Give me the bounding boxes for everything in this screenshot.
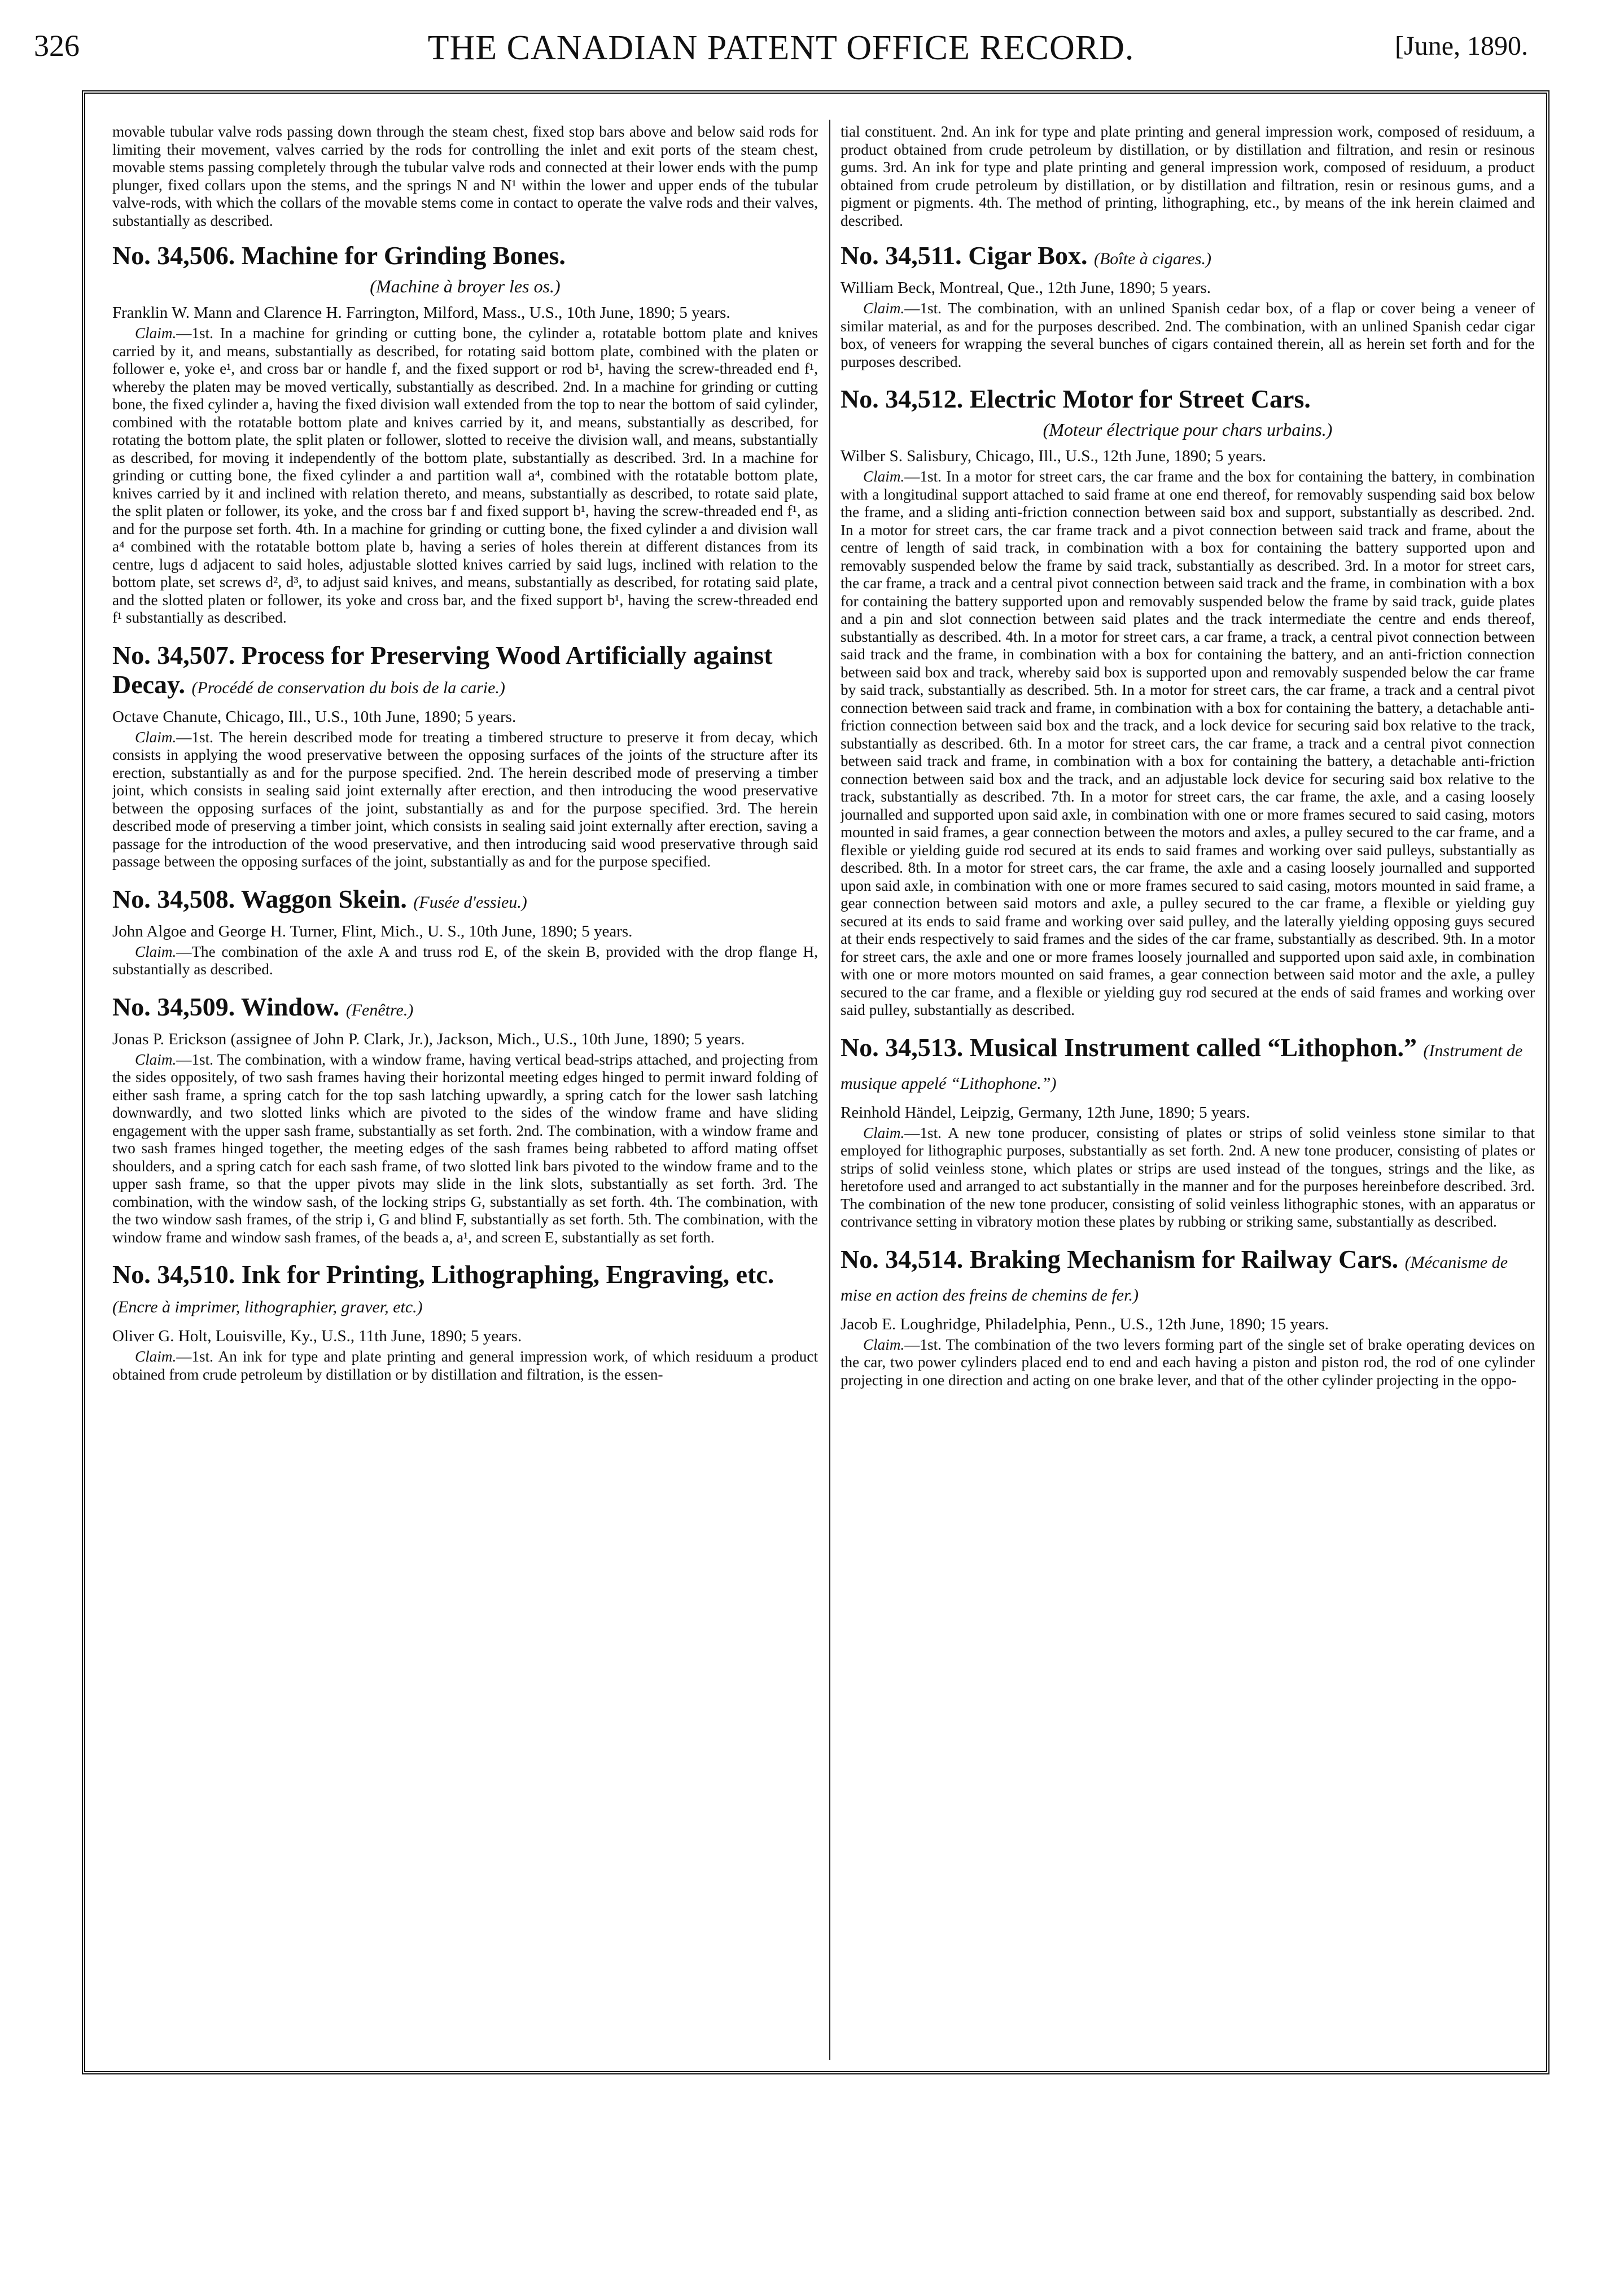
patent-number: No. 34,513. bbox=[841, 1032, 964, 1062]
claim-text bbox=[112, 1051, 818, 1247]
french-title: (Moteur électrique pour chars urbains.) bbox=[1043, 419, 1333, 440]
column-divider bbox=[829, 120, 830, 2060]
right-column bbox=[841, 123, 1535, 2058]
entry-heading bbox=[112, 885, 818, 917]
claim-label: Claim. bbox=[135, 1050, 177, 1068]
patent-number: No. 34,512. bbox=[841, 384, 964, 413]
claim-text bbox=[112, 1348, 818, 1384]
claim-text bbox=[841, 300, 1535, 371]
claim-label: Claim. bbox=[135, 728, 177, 746]
entry-heading bbox=[841, 241, 1535, 274]
patent-title: Waggon Skein. bbox=[240, 884, 407, 913]
patent-number: No. 34,508. bbox=[112, 884, 235, 913]
claim-text bbox=[841, 1124, 1535, 1231]
applicant: Wilber S. Salisbury, Chicago, Ill., U.S., 12th June, 1890; 5 years. bbox=[841, 447, 1267, 465]
left-column bbox=[112, 123, 818, 2058]
page-number: 326 bbox=[34, 29, 80, 63]
patent-entry bbox=[112, 992, 818, 1247]
patent-title: Process for Preserving Wood Artificially against Decay. bbox=[112, 640, 773, 699]
entry-heading bbox=[112, 641, 818, 703]
entry-heading bbox=[841, 1033, 1535, 1098]
applicant: Oliver G. Holt, Louisville, Ky., U.S., 11th June, 1890; 5 years. bbox=[112, 1327, 522, 1345]
french-title: (Encre à imprimer, lithographier, graver, etc.) bbox=[112, 1298, 423, 1316]
claim-body: —1st. The combination, with an unlined Spanish cedar box, of a flap or cover being a veneer of similar material, as and for the purposes described. 2nd. The combination, with an unlined Spanish cedar cigar box, of veneers for wrapping the several bunches of cigars contained therein, all as herein set forth and for the purposes described. bbox=[841, 300, 1535, 370]
applicant: Octave Chanute, Chicago, Ill., U.S., 10th June, 1890; 5 years. bbox=[112, 707, 516, 726]
french-title: (Boîte à cigares.) bbox=[1093, 249, 1211, 268]
continued-text: tial constituent. 2nd. An ink for type and plate printing and general impression work, composed of residuum, a product obtained from crude petroleum by distillation, or by distillation and filtration, and resin or resinous gums. 3rd. An ink for type and plate printing and general impression work, composed of residuum, a product obtained from crude petroleum by distillation, or by distillation and filtration, resin or resinous gums, and a pigment or pigments. 4th. The method of printing, lithographing, etc., by means of the ink herein claimed and described. bbox=[841, 123, 1535, 229]
patent-title: Braking Mechanism for Railway Cars. bbox=[969, 1244, 1399, 1273]
entry-heading bbox=[112, 241, 818, 270]
entry-heading bbox=[841, 1245, 1535, 1310]
claim-body: —1st. The herein described mode for treating a timbered structure to preserve it from decay, which consists in applying the wood preservative between the opposing surfaces of the joints of the structure after its erection, substantially as and for the purpose specified. 2nd. The herein described mode of preserving a timber joint, which consists in sealing said joint externally after erection, and then introducing the wood preservative between the opposing surfaces of the joint, substantially as and for the purpose specified. 3rd. The herein described mode of preserving a timber joint, which consists in sealing said joint externally after erection, saving a passage for the introduction of the wood preservative, and then introducing said wood preservative through said passage between the opposing surfaces of the joint, substantially as and for the purpose specified. bbox=[112, 728, 818, 870]
claim-label: Claim. bbox=[863, 1336, 905, 1353]
patent-entry bbox=[112, 1260, 818, 1384]
patent-number: No. 34,507. bbox=[112, 640, 235, 669]
patent-title: Cigar Box. bbox=[968, 241, 1088, 270]
claim-label: Claim. bbox=[135, 943, 177, 960]
applicant: Franklin W. Mann and Clarence H. Farrington, Milford, Mass., U.S., 10th June, 1890; 5 years. bbox=[112, 304, 730, 322]
patent-title: Electric Motor for Street Cars. bbox=[969, 384, 1311, 413]
claim-body: —1st. The combination, with a window frame, having vertical bead-strips attached, and projecting from the sides oppositely, of two sash frames having their horizontal meeting edges hinged to permit inward folding of either sash frame, a spring catch for the top sash latching upwardly, a spring catch for the lower sash latching downwardly, and two slotted links which are pivoted to the sides of the window frame and have sliding engagement with the upper sash frame, substantially as set forth. 2nd. The combination, with a window frame and two sash frames hinged together, the meeting edges of the sash frames being rabbeted to afford mating offset shoulders, and a spring catch for each sash frame, of two slotted link bars pivoted to the window frame and to the upper sash frame, so that the upper pivots may slide in the link slots, substantially as set forth. 3rd. The combination, with the window sash, of the locking strips G, substantially as set forth. 4th. The combination, with the two window sash frames, of the strip i, G and blind F, substantially as set forth. 5th. The combination, with the window frame and window sash frames, of the beads a, a¹, and screen E, substantially as set forth. bbox=[112, 1050, 818, 1246]
patent-entry bbox=[841, 1033, 1535, 1231]
claim-label: Claim. bbox=[863, 468, 905, 485]
applicant: Jonas P. Erickson (assignee of John P. Clark, Jr.), Jackson, Mich., U.S., 10th June, 1890; 5 years. bbox=[112, 1030, 745, 1048]
french-title: (Procédé de conservation du bois de la carie.) bbox=[191, 678, 505, 697]
patent-number: No. 34,509. bbox=[112, 992, 235, 1021]
entry-heading bbox=[112, 992, 818, 1025]
claim-label: Claim. bbox=[135, 325, 177, 342]
publication-title: THE CANADIAN PATENT OFFICE RECORD. bbox=[427, 29, 1135, 67]
claim-label: Claim. bbox=[863, 300, 905, 317]
patent-title: Musical Instrument called “Lithophon.” bbox=[969, 1032, 1417, 1062]
continued-text: movable tubular valve rods passing down through the steam chest, fixed stop bars above and below said rods for limiting their movement, valves carried by the rods for controlling the inlet and exit ports of the steam chest, movable stems passing completely through the tubular valve rods and connected at their lower ends with the pump plunger, fixed collars upon the stems, and the springs N and N¹ within the lower and upper ends of the tubular valve-rods, with which the collars of the movable stems come in contact to operate the valve rods and their valves, substantially as described. bbox=[112, 123, 818, 229]
patent-entry bbox=[841, 384, 1535, 1019]
claim-body: —1st. In a machine for grinding or cutting bone, the cylinder a, rotatable bottom plate and knives carried by it, and means, substantially as described, for rotating said bottom plate, combined with the platen or follower e, yoke e¹, and cross bar or handle f, and the fixed support or rod b¹, having the screw-threaded end f¹, whereby the platen may be moved vertically, substantially as described. 2nd. In a machine for grinding or cutting bone, the fixed cylinder a, having the fixed division wall extended from the top to near the bottom of said cylinder, combined with the rotatable bottom plate and knives carried by it, and means, substantially as described, for rotating the bottom plate, the split platen or follower, slotted to receive the division wall, and means, substantially as described, for moving it independently of the bottom plate, substantially as described. 3rd. In a machine for grinding or cutting bone, the fixed cylinder a and partition wall a⁴, combined with the rotatable bottom plate, knives carried by it and inclined with relation thereto, and means, substantially as described, to rotate said plate, the split platen or follower, its yoke, and the cross bar f and fixed support b¹, having the screw-threaded end f¹, as and for the purpose set forth. 4th. In a machine for grinding or cutting bone, the fixed cylinder a and division wall a⁴ combined with the rotatable bottom plate b, having a series of holes therein at different distances from its centre, lugs d adjacent to said holes, adjustable slotted knives carried by said lugs, inclined with relation to the bottom plate, set screws d², d³, to adjust said knives, and means, substantially as described, for rotating said plate, and the slotted platen or follower, its yoke and cross bar, and the fixed support b¹, having the screw-threaded end f¹ substantially as described. bbox=[112, 325, 818, 626]
patent-number: No. 34,511. bbox=[841, 241, 962, 270]
claim-label: Claim. bbox=[135, 1348, 177, 1365]
patent-title: Ink for Printing, Lithographing, Engraving, etc. bbox=[241, 1260, 774, 1289]
claim-body: —1st. In a motor for street cars, the car frame and the box for containing the battery, in combination with a longitudinal support attached to said frame at one end thereof, for removably suspending said box below the frame, and a sliding anti-friction connection between said box and support, substantially as described. 2nd. In a motor for street cars, the car frame track and a pivot connection between said track and frame, about the centre of length of said track, in combination with a box for containing the battery supported upon and removably suspended below the frame by said track, substantially as described. 3rd. In a motor for street cars, the car frame, a track and a central pivot connection between said track and the frame, in combination with a box for containing the battery supported upon and removably suspended below the frame by said track, guide plates and a pin and slot connection between said plates and the track intermediate the centre and ends thereof, substantially as described. 4th. In a motor for street cars, a car frame, a track, a central pivot connection between said track and the frame, in combination with a box for containing the battery, and an anti-friction connection between said box and track, whereby said box is supported upon and removably suspended below the car frame by said track, substantially as described. 5th. In a motor for street cars, the car frame, a track and a central pivot connection between said track and frame, in combination with a box for containing the battery, a detachable anti-friction connection between said box and the track, and a lock device for securing said box relative to the track, substantially as described. 6th. In a motor for street cars, the car frame, a track and a central pivot connection between said track and frame, in combination with a box for containing the battery, a detachable anti-friction connection between said box and the track, and an adjustable lock device for securing said box relative to the track, substantially as described. 7th. In a motor for street cars, the car frame, the axle, and a casing loosely journalled and supported upon said axle, in combination with one or more frames secured to said casing, motors mounted in said frames, a gear connection between the motors and axles, a pulley secured to the car frame, and a flexible or yielding guide rod secured at its ends to said frames and working over said pulleys, substantially as described. 8th. In a motor for street cars, the car frame, the axle and a casing loosely journalled and supported upon said axle, in combination with one or more frames secured to said casing, motors mounted in said frame, a gear connection between said motors and axle, a pulley secured to the car frame, a flexible or yielding guy secured at its ends to said frame and working over said pulley, and the laterally yielding opposing guys secured at their ends respectively to said frames and the sides of the car frame, substantially as described. 9th. In a motor for street cars, the axle and one or more frames loosely journalled and supported upon said axle, in combination with one or more motors mounted on said frames, a gear connection between said motor and the axle, a pulley secured to the car frame, and a flexible or yielding guy rod secured at the ends of said frames and working over said pulley, substantially as described. bbox=[841, 468, 1535, 1018]
french-title: (Fusée d'essieu.) bbox=[413, 892, 527, 912]
claim-text bbox=[112, 325, 818, 627]
patent-entry bbox=[841, 241, 1535, 371]
claim-text bbox=[841, 1336, 1535, 1390]
applicant: Jacob E. Loughridge, Philadelphia, Penn., U.S., 12th June, 1890; 15 years. bbox=[841, 1315, 1329, 1333]
patent-entry bbox=[841, 1245, 1535, 1390]
french-title: (Machine à broyer les os.) bbox=[370, 276, 561, 296]
claim-text bbox=[841, 468, 1535, 1019]
patent-entry bbox=[112, 641, 818, 871]
claim-label: Claim. bbox=[863, 1124, 905, 1141]
entry-heading bbox=[841, 384, 1535, 414]
claim-body: —1st. An ink for type and plate printing and general impression work, of which residuum a product obtained from crude petroleum by distillation or by distillation and filtration, is the essen- bbox=[112, 1348, 818, 1383]
patent-entry bbox=[112, 241, 818, 627]
claim-body: —1st. The combination of the two levers forming part of the single set of brake operating devices on the car, two power cylinders placed end to end and each having a piston and piston rod, the rod of one cylinder projecting in one direction and acting on one brake lever, and that of the other cylinder projecting in the oppo- bbox=[841, 1336, 1535, 1389]
applicant: John Algoe and George H. Turner, Flint, Mich., U. S., 10th June, 1890; 5 years. bbox=[112, 922, 633, 940]
claim-text bbox=[112, 943, 818, 979]
patent-entry bbox=[112, 885, 818, 979]
patent-number: No. 34,506. bbox=[112, 241, 235, 270]
claim-text bbox=[112, 729, 818, 871]
patent-title: Machine for Grinding Bones. bbox=[241, 241, 566, 270]
patent-number: No. 34,514. bbox=[841, 1244, 964, 1273]
issue-date: [June, 1890. bbox=[1395, 31, 1528, 61]
page-frame bbox=[82, 90, 1549, 2074]
french-title: (Fenêtre.) bbox=[345, 1000, 414, 1019]
patent-number: No. 34,510. bbox=[112, 1260, 235, 1289]
applicant: William Beck, Montreal, Que., 12th June, 1890; 5 years. bbox=[841, 279, 1211, 297]
french-title: (Mécanisme de mise en action des freins de chemins de fer.) bbox=[841, 1253, 1508, 1305]
applicant: Reinhold Händel, Leipzig, Germany, 12th June, 1890; 5 years. bbox=[841, 1103, 1250, 1122]
french-title: (Instrument de musique appelé “Lithophone.”) bbox=[841, 1041, 1523, 1093]
patent-title: Window. bbox=[240, 992, 340, 1021]
entry-heading bbox=[112, 1260, 818, 1322]
claim-body: —1st. A new tone producer, consisting of plates or strips of solid veinless stone similar to that employed for lithographic purposes, substantially as set forth. 2nd. A new tone producer, consisting of plates or strips of solid veinless stone, which plates or strips are used instead of the tongues, strings and the like, as heretofore used and arranged to act substantially in the manner and for the purposes hereinbefore described. 3rd. The combination of the new tone producer, consisting of solid veinless lithographic stones, with an apparatus or contrivance setting in vibratory motion these plates by rubbing or striking same, substantially as described. bbox=[841, 1124, 1535, 1230]
claim-body: —The combination of the axle A and truss rod E, of the skein B, provided with the drop flange H, substantially as described. bbox=[112, 943, 818, 978]
page-header bbox=[34, 28, 1528, 73]
